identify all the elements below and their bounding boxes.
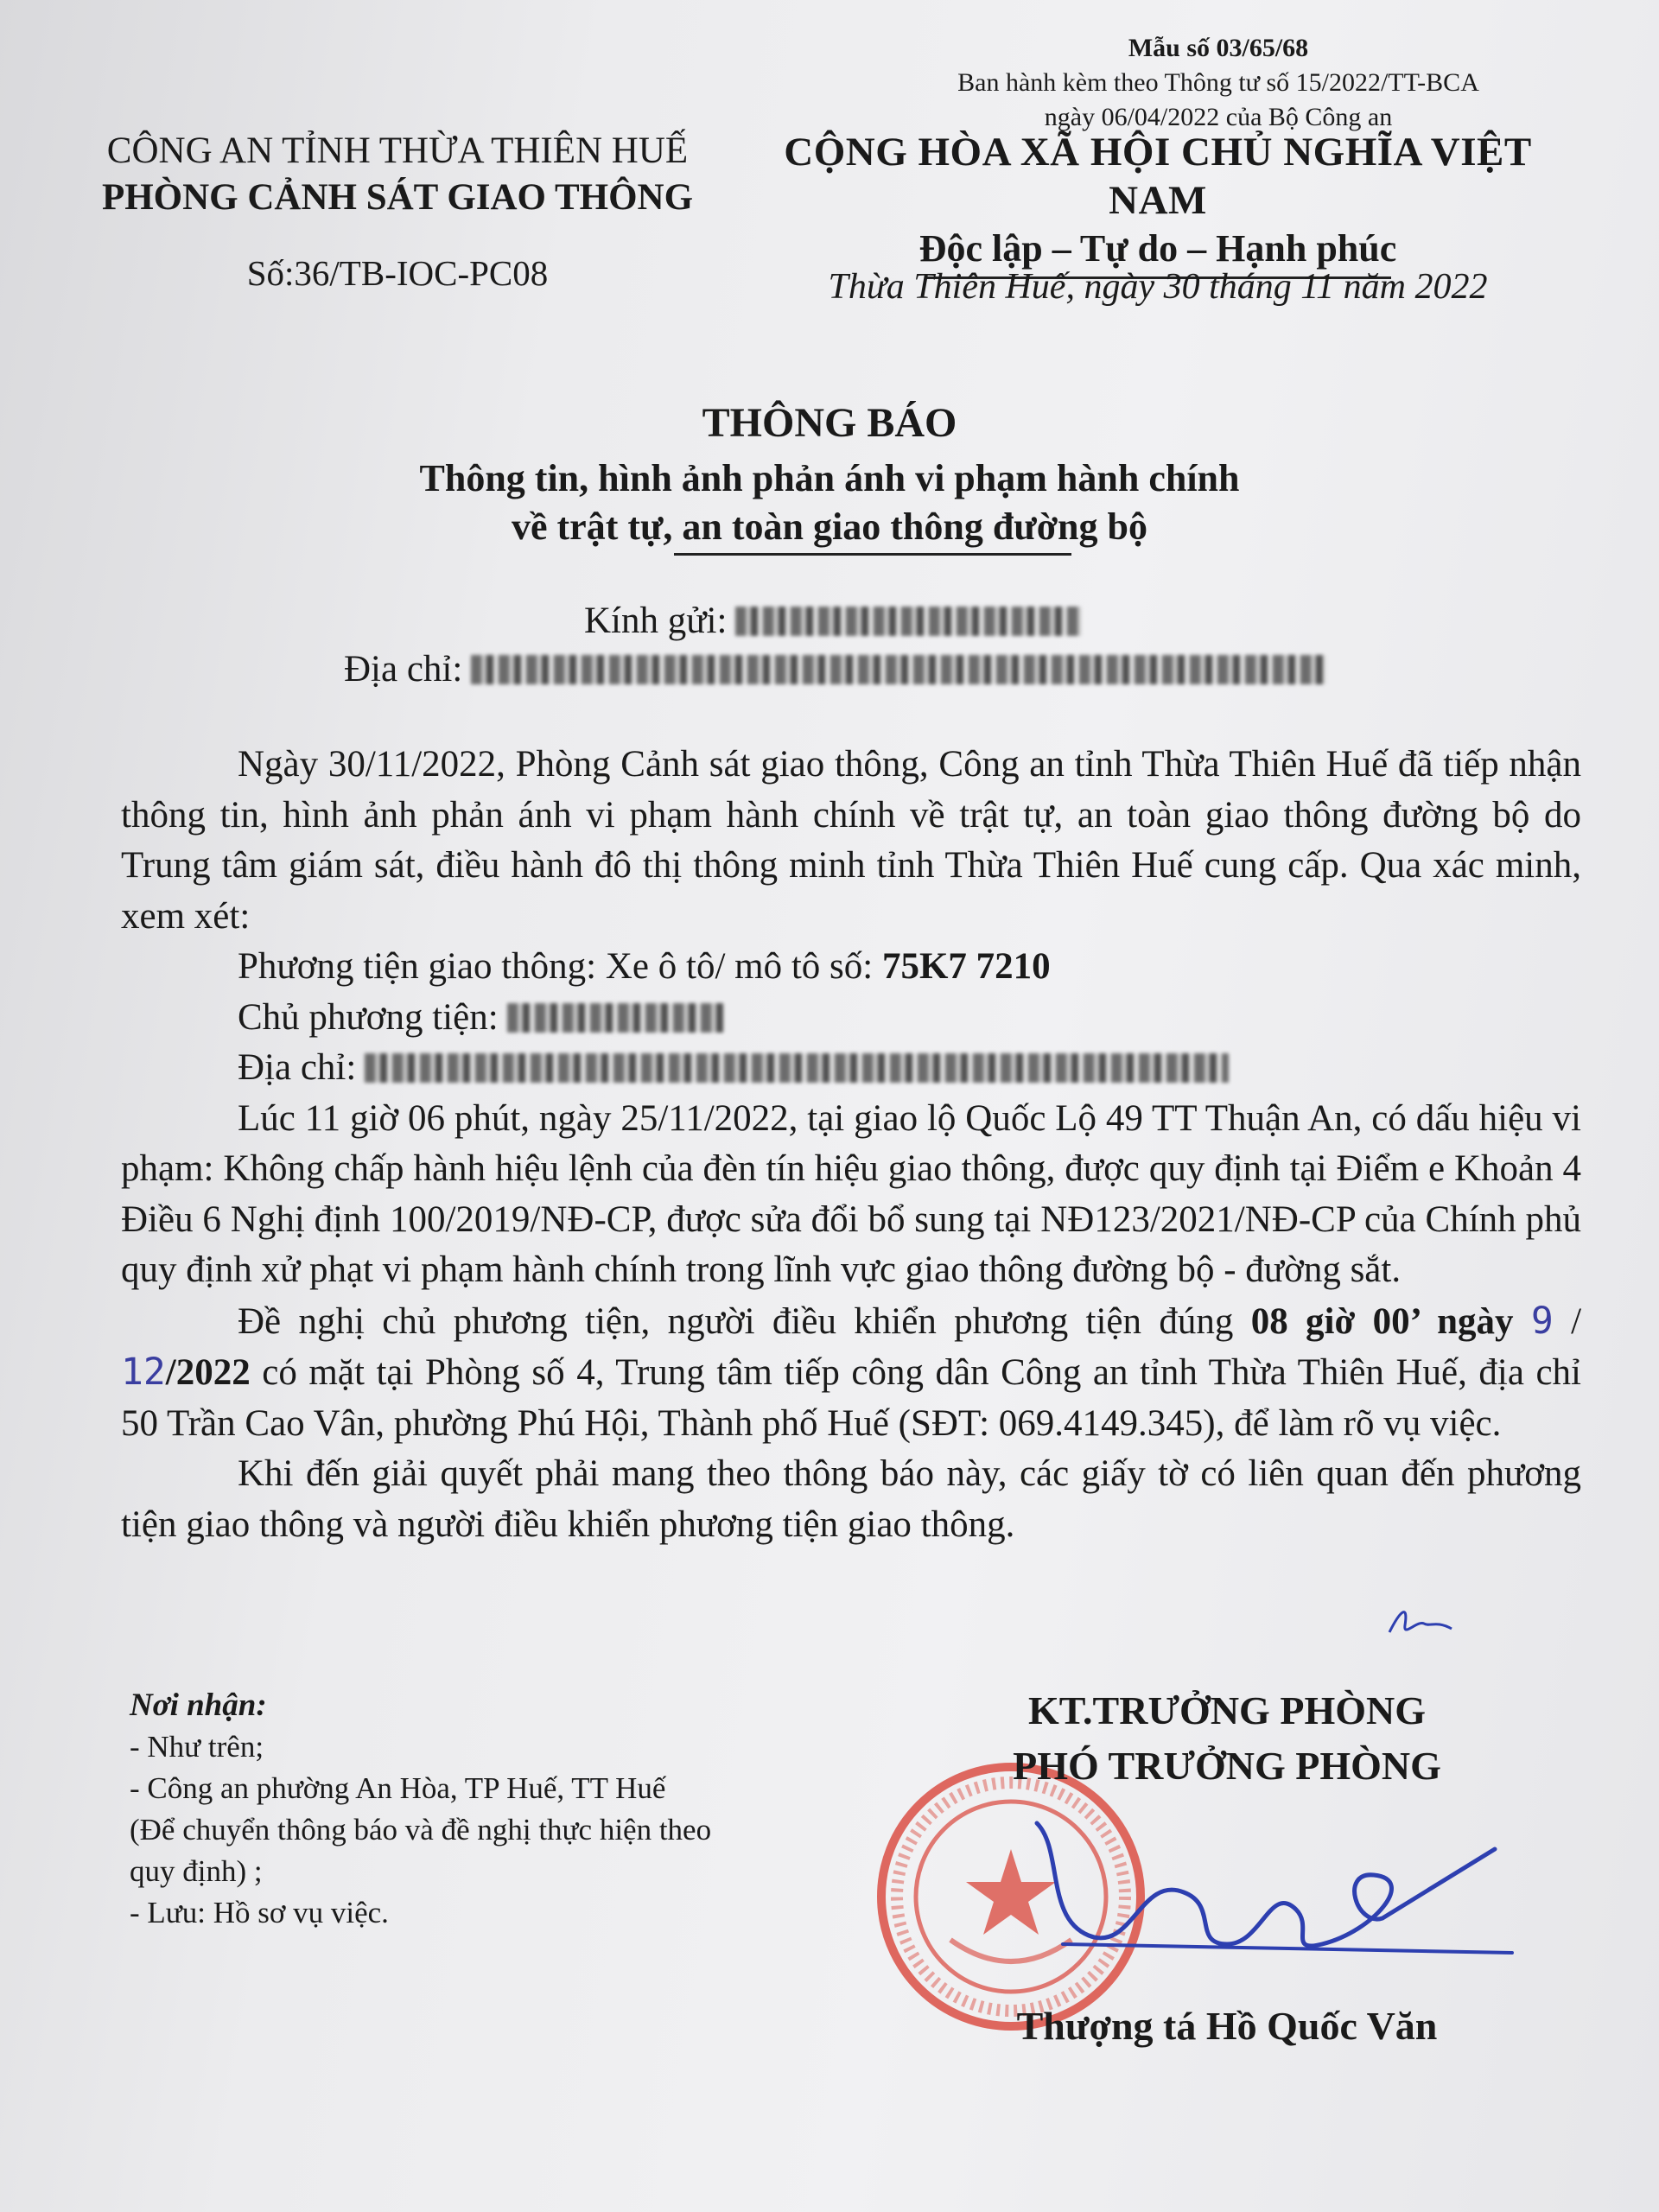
agency-department: PHÒNG CẢNH SÁT GIAO THÔNG bbox=[101, 177, 694, 218]
recipients-item: - Công an phường An Hòa, TP Huế, TT Huế bbox=[130, 1771, 666, 1805]
recipient-label: Kính gửi: bbox=[584, 601, 728, 641]
issued-date: ngày 06/04/2022 của Bộ Công an bbox=[1044, 103, 1393, 131]
initials-mark bbox=[1382, 1594, 1460, 1646]
summons-location: có mặt tại Phòng số 4, Trung tâm tiếp công dân Công an tỉnh Thừa Thiên Huế, địa chỉ 50 Trần Cao Vân, phường Phú Hội, Thành phố Huế (SĐT: 069.4149.345), để làm rõ vụ việc. bbox=[121, 1352, 1581, 1444]
paragraph-requirements: Khi đến giải quyết phải mang theo thông báo này, các giấy tờ có liên quan đến phương tiện giao thông và người điều khiển phương tiện giao thông. bbox=[121, 1453, 1581, 1545]
summons-time: 08 giờ 00’ ngày bbox=[1250, 1300, 1514, 1342]
document-body bbox=[121, 740, 1581, 1550]
agency-name: CÔNG AN TỈNH THỪA THIÊN HUẾ bbox=[106, 130, 689, 171]
document-number: Số:36/TB-IOC-PC08 bbox=[246, 253, 549, 293]
owner-line bbox=[121, 993, 1581, 1044]
signer-name: Thượng tá Hồ Quốc Văn bbox=[1016, 2004, 1438, 2048]
owner-label: Chủ phương tiện: bbox=[238, 996, 499, 1038]
owner-address-line bbox=[121, 1043, 1581, 1094]
recipients-heading: Nơi nhận: bbox=[130, 1688, 267, 1723]
form-number: Mẫu số 03/65/68 bbox=[1128, 34, 1309, 62]
nation-name: CỘNG HÒA XÃ HỘI CHỦ NGHĨA VIỆT NAM bbox=[784, 130, 1532, 223]
recipient-line bbox=[584, 600, 1081, 642]
handwritten-month: 12 bbox=[121, 1351, 166, 1394]
recipient-address-label: Địa chỉ: bbox=[344, 649, 463, 690]
recipient-address-line bbox=[344, 648, 1326, 690]
license-plate: 75K7 7210 bbox=[881, 946, 1051, 987]
paragraph-violation: Lúc 11 giờ 06 phút, ngày 25/11/2022, tại giao lộ Quốc Lộ 49 TT Thuận An, có dấu hiệu vi phạm: Không chấp hành hiệu lệnh của đèn tín hiệu giao thông, được quy định tại Điểm e Khoản 4 Điều 6 Nghị định 100/2019/NĐ-CP, được sửa đổi bổ sung tại NĐ123/2021/NĐ-CP của Chính phủ quy định xử phạt vi phạm hành chính trong lĩnh vực giao thông đường bộ - đường sắt. bbox=[121, 1097, 1581, 1290]
redacted-owner bbox=[507, 1003, 723, 1033]
issued-with: Ban hành kèm theo Thông tư số 15/2022/TT-BCA bbox=[957, 68, 1479, 97]
summons-text: Đề nghị chủ phương tiện, người điều khiển phương tiện đúng bbox=[238, 1300, 1234, 1342]
recipients-item: - Lưu: Hồ sơ vụ việc. bbox=[130, 1896, 389, 1929]
date-separator: / bbox=[1571, 1300, 1582, 1342]
summons-year: /2022 bbox=[165, 1352, 251, 1393]
paragraph-summons bbox=[121, 1296, 1581, 1450]
recipients-item: - Như trên; bbox=[130, 1730, 264, 1764]
redacted-address bbox=[471, 655, 1326, 684]
agency-block bbox=[78, 128, 717, 221]
form-meta bbox=[890, 31, 1547, 135]
vehicle-line bbox=[121, 942, 1581, 993]
place-date: Thừa Thiên Huế, ngày 30 tháng 11 năm 2022 bbox=[828, 267, 1488, 307]
vehicle-label: Phương tiện giao thông: Xe ô tô/ mô tô số: bbox=[238, 946, 874, 987]
title-underline bbox=[674, 553, 1071, 556]
signature-title-2: PHÓ TRƯỞNG PHÒNG bbox=[1013, 1744, 1441, 1788]
document-title: THÔNG BÁO bbox=[702, 400, 957, 446]
redacted-name bbox=[735, 607, 1081, 636]
owner-address-label: Địa chỉ: bbox=[238, 1047, 357, 1088]
recipients-item: (Để chuyển thông báo và đề nghị thực hiện theo bbox=[130, 1813, 712, 1847]
paragraph-intro: Ngày 30/11/2022, Phòng Cảnh sát giao thông, Công an tỉnh Thừa Thiên Huế đã tiếp nhận thông tin, hình ảnh phản ánh vi phạm hành chính về trật tự, an toàn giao thông đường bộ do Trung tâm giám sát, điều hành đô thị thông minh tỉnh Thừa Thiên Huế cung cấp. Qua xác minh, xem xét: bbox=[121, 744, 1581, 937]
signature-title-1: KT.TRƯỞNG PHÒNG bbox=[1028, 1688, 1426, 1732]
recipients-block bbox=[130, 1685, 821, 1934]
redacted-owner-address bbox=[365, 1053, 1229, 1083]
document-subtitle-2: về trật tự, an toàn giao thông đường bộ bbox=[511, 505, 1147, 548]
recipients-item: quy định) ; bbox=[130, 1854, 263, 1888]
national-motto bbox=[743, 128, 1573, 279]
motto: Độc lập – Tự do – Hạnh phúc bbox=[918, 227, 1397, 270]
handwritten-day: 9 bbox=[1530, 1299, 1554, 1343]
document-subtitle-1: Thông tin, hình ảnh phản ánh vi phạm hành chính bbox=[419, 457, 1240, 499]
signature-title bbox=[916, 1683, 1538, 1794]
signature bbox=[1011, 1815, 1529, 1987]
